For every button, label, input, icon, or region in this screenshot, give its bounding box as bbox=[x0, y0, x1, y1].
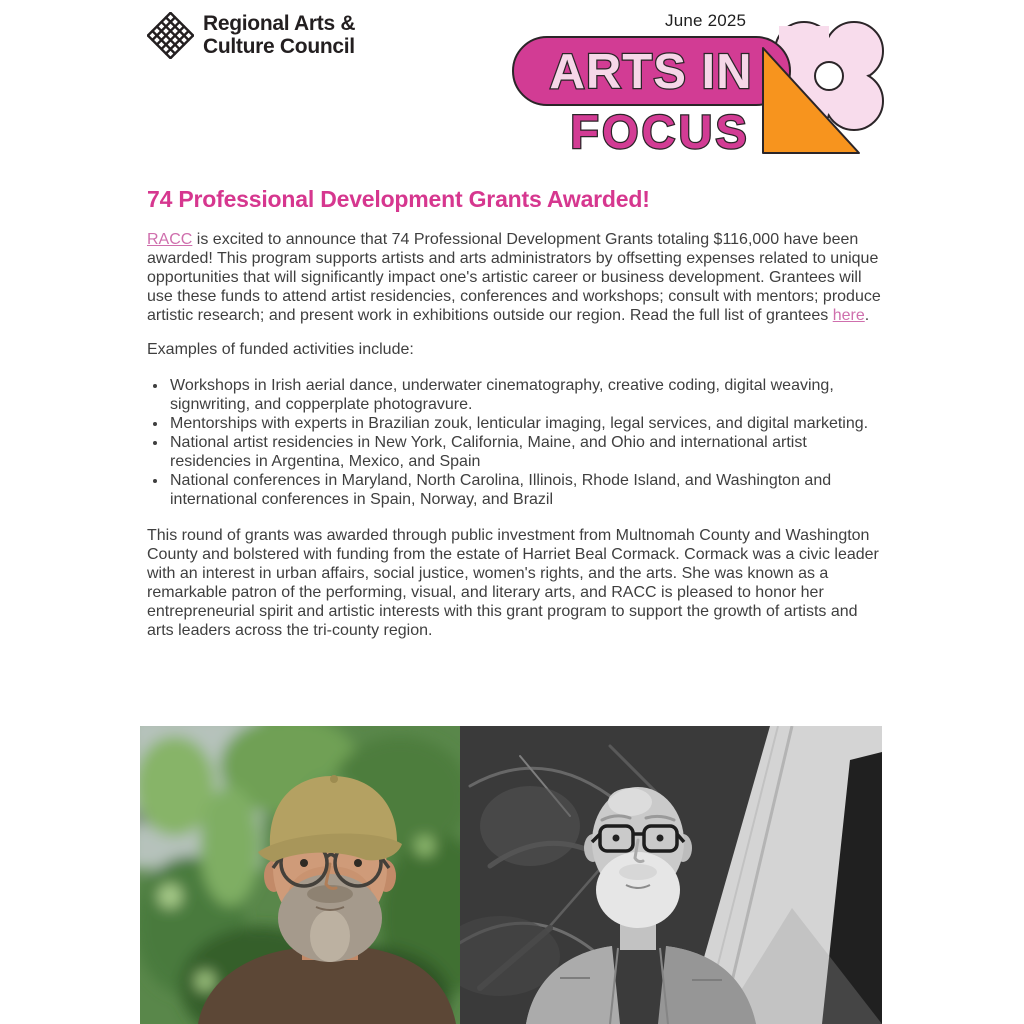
issue-date: June 2025 bbox=[665, 11, 747, 30]
intro-text-end: . bbox=[864, 307, 870, 324]
portrait-photo-color bbox=[140, 726, 460, 1024]
intro-text: is excited to announce that 74 Professional Development Grants totaling $116,000 have been awarded! This program supports artists and arts administrators by offsetting expenses related to unique opportunities that will significantly impact one's artistic career or business development. Grantees will use these funds to attend artist residencies, conferences and workshops; consult with mentors; produce artistic research; and present work in exhibitions outside our region. Read the full list of grantees bbox=[147, 231, 881, 324]
logo-text-focus: FOCUS bbox=[570, 105, 750, 158]
grantees-here-link[interactable]: here bbox=[832, 307, 865, 324]
closing-paragraph: This round of grants was awarded through public investment from Multnomah County and Washington County and bolstered with funding from the estate of Harriet Beal Cormack. Cormack was a civic leader with an interest in urban affairs, social justice, women's rights, and the arts. She was known as a remarkable patron of the performing, visual, and literary arts, and RACC is pleased to honor her entrepreneurial spirit and artistic interests with this grant program to support the growth of artists and arts leaders across the tri-county region. bbox=[147, 527, 879, 639]
racc-link[interactable]: RACC bbox=[147, 231, 193, 248]
list-item: • Mentorships with experts in Brazilian zouk, lenticular imaging, legal services, and digital marketing. bbox=[168, 414, 884, 433]
brand-name-line1: Regional Arts & bbox=[203, 12, 356, 35]
list-item: • National artist residencies in New York, California, Maine, and Ohio and international artist residencies in Argentina, Mexico, and Spain bbox=[168, 433, 884, 471]
article-title: 74 Professional Development Grants Awarded! bbox=[147, 186, 650, 212]
list-item: • Workshops in Irish aerial dance, underwater cinematography, creative coding, digital weaving, signwriting, and copperplate photogravure. bbox=[168, 376, 884, 414]
intro-paragraph bbox=[147, 230, 884, 325]
portrait-photo-bw bbox=[460, 726, 882, 1024]
article-body bbox=[147, 0, 884, 640]
funded-activities-list bbox=[147, 376, 884, 509]
grantee-photos bbox=[140, 726, 882, 1024]
brand-name-line2: Culture Council bbox=[203, 35, 355, 58]
logo-text-arts-in: ARTS IN bbox=[549, 45, 753, 99]
list-item: • National conferences in Maryland, North Carolina, Illinois, Rhode Island, and Washington and international conferences in Spain, Norway, and Brazil bbox=[168, 471, 884, 509]
examples-label: Examples of funded activities include: bbox=[147, 341, 414, 358]
